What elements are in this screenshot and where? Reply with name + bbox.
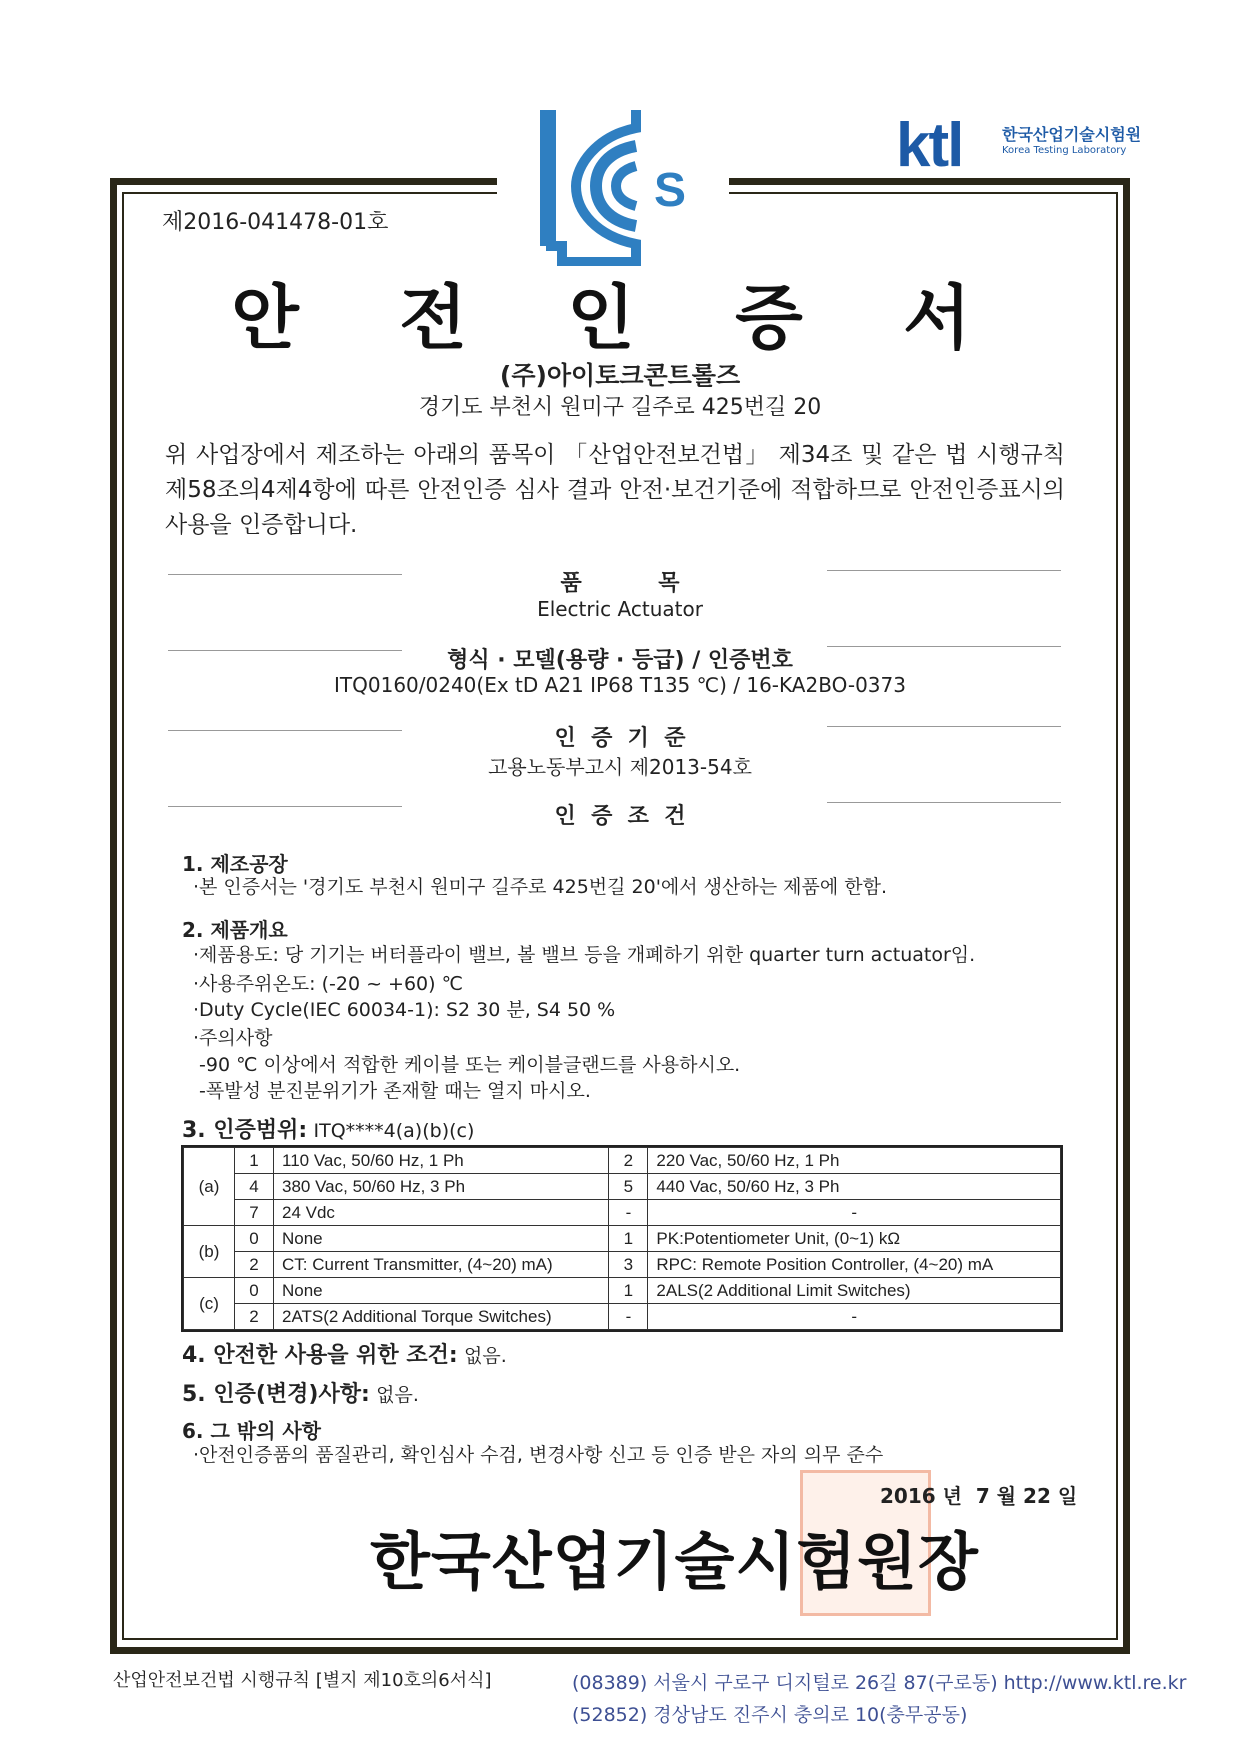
desc: -: [648, 1304, 1061, 1330]
table-row: [184, 1174, 1061, 1200]
condition-2-line: -폭발성 분진분위기가 존재할 때는 열지 마시오.: [193, 1080, 591, 1102]
section-standard-heading: 인 증 기 준: [554, 726, 686, 751]
code: 1: [609, 1226, 648, 1252]
condition-1-title: 1. 제조공장: [182, 852, 288, 876]
company-name: (주)아이토크콘트롤즈: [499, 361, 741, 390]
condition-6-line: ·안전인증품의 품질관리, 확인심사 수검, 변경사항 신고 등 인증 받은 자의 의무 준수: [193, 1444, 884, 1466]
desc: None: [274, 1278, 609, 1304]
condition-4: [182, 1338, 507, 1369]
condition-5-title: 5. 인증(변경)사항:: [182, 1382, 370, 1407]
code: 0: [235, 1226, 274, 1252]
desc: PK:Potentiometer Unit, (0~1) kΩ: [648, 1226, 1061, 1252]
condition-2-line: ·사용주위온도: (-20 ~ +60) ℃: [193, 973, 463, 995]
code: -: [609, 1200, 648, 1226]
code: 5: [609, 1174, 648, 1200]
desc: 2ALS(2 Additional Limit Switches): [648, 1278, 1061, 1304]
desc: 110 Vac, 50/60 Hz, 1 Ph: [274, 1148, 609, 1174]
condition-4-value: 없음.: [463, 1345, 507, 1367]
group-label: (c): [184, 1278, 235, 1330]
kcs-logo: [536, 106, 696, 266]
code: -: [609, 1304, 648, 1330]
condition-3: [182, 1113, 474, 1144]
condition-1-line: ·본 인증서는 '경기도 부천시 원미구 길주로 425번길 20'에서 생산하는 제품에 한함.: [193, 876, 887, 898]
certificate-number: 제2016-041478-01호: [162, 210, 389, 235]
condition-2-line: -90 ℃ 이상에서 적합한 케이블 또는 케이블글랜드를 사용하시오.: [193, 1054, 741, 1076]
ktl-text: [1002, 122, 1212, 156]
desc: 24 Vdc: [274, 1200, 609, 1226]
condition-6-title: 6. 그 밖의 사항: [182, 1419, 322, 1443]
desc: -: [648, 1200, 1061, 1226]
desc: 2ATS(2 Additional Torque Switches): [274, 1304, 609, 1330]
footer-address-2: (52852) 경상남도 진주시 충의로 10(충무공동): [572, 1704, 968, 1726]
group-label: (a): [184, 1148, 235, 1226]
section-model-heading: 형식 · 모델(용량 · 등급) / 인증번호: [447, 648, 793, 673]
section-item-value: Electric Actuator: [537, 597, 703, 621]
form-reference: 산업안전보건법 시행규칙 [별지 제10호의6서식]: [113, 1670, 492, 1691]
condition-5-value: 없음.: [376, 1384, 419, 1406]
company-address: 경기도 부천시 원미구 길주로 425번길 20: [418, 395, 822, 420]
table-row: [184, 1226, 1061, 1252]
code: 1: [609, 1278, 648, 1304]
code: 2: [235, 1304, 274, 1330]
condition-4-title: 4. 안전한 사용을 위한 조건:: [182, 1343, 458, 1368]
issuer-signature: 한국산업기술시험원장: [370, 1525, 979, 1598]
ktl-wordmark: ktl: [896, 111, 963, 180]
ktl-english-name: Korea Testing Laboratory: [1002, 145, 1127, 156]
desc: None: [274, 1226, 609, 1252]
desc: 440 Vac, 50/60 Hz, 3 Ph: [648, 1174, 1061, 1200]
code: 0: [235, 1278, 274, 1304]
condition-2-line: ·주의사항: [193, 1027, 273, 1049]
ktl-korean-name: 한국산업기술시험원: [1002, 125, 1142, 144]
table-row: [184, 1200, 1061, 1226]
desc: RPC: Remote Position Controller, (4~20) mA: [648, 1252, 1061, 1278]
section-standard-value: 고용노동부고시 제2013-54호: [488, 755, 752, 779]
desc: 220 Vac, 50/60 Hz, 1 Ph: [648, 1148, 1061, 1174]
code: 2: [609, 1148, 648, 1174]
desc: 380 Vac, 50/60 Hz, 3 Ph: [274, 1174, 609, 1200]
table-row: [184, 1278, 1061, 1304]
code: 7: [235, 1200, 274, 1226]
condition-2-line: ·Duty Cycle(IEC 60034-1): S2 30 분, S4 50 %: [193, 999, 616, 1021]
section-conditions-heading: 인 증 조 건: [554, 804, 686, 829]
svg-text:S: S: [654, 164, 687, 217]
condition-2-line: ·제품용도: 당 기기는 버터플라이 밸브, 볼 밸브 등을 개폐하기 위한 quarter turn actuator임.: [193, 944, 976, 966]
issue-date: 2016 년 7 월 22 일: [880, 1484, 1078, 1508]
condition-3-value: ITQ****4(a)(b)(c): [313, 1120, 475, 1142]
code: 2: [235, 1252, 274, 1278]
ktl-logo: [896, 110, 1142, 181]
condition-2-title: 2. 제품개요: [182, 918, 288, 942]
code: 4: [235, 1174, 274, 1200]
group-label: (b): [184, 1226, 235, 1278]
section-model-value: ITQ0160/0240(Ex tD A21 IP68 T135 ℃) / 16-KA2BO-0373: [334, 673, 906, 697]
certification-scope-table: [181, 1145, 1063, 1332]
table-row: [184, 1252, 1061, 1278]
desc: CT: Current Transmitter, (4~20) mA): [274, 1252, 609, 1278]
condition-5: [182, 1377, 419, 1408]
page-title: 안 전 인 증 서: [231, 277, 1009, 359]
footer-address-1: (08389) 서울시 구로구 디지털로 26길 87(구로동) http://www.ktl.re.kr: [572, 1672, 1187, 1694]
code: 3: [609, 1252, 648, 1278]
table-row: [184, 1148, 1061, 1174]
table-row: [184, 1304, 1061, 1330]
code: 1: [235, 1148, 274, 1174]
condition-3-title: 3. 인증범위:: [182, 1118, 308, 1143]
certification-statement: 위 사업장에서 제조하는 아래의 품목이 「산업안전보건법」 제34조 및 같은 법 시행규칙 제58조의4제4항에 따른 안전인증 심사 결과 안전·보건기준에 적합하므로 안전인증표시의 사용을 인증합니다.: [165, 442, 1065, 538]
section-item-heading: 품 목: [560, 571, 680, 596]
